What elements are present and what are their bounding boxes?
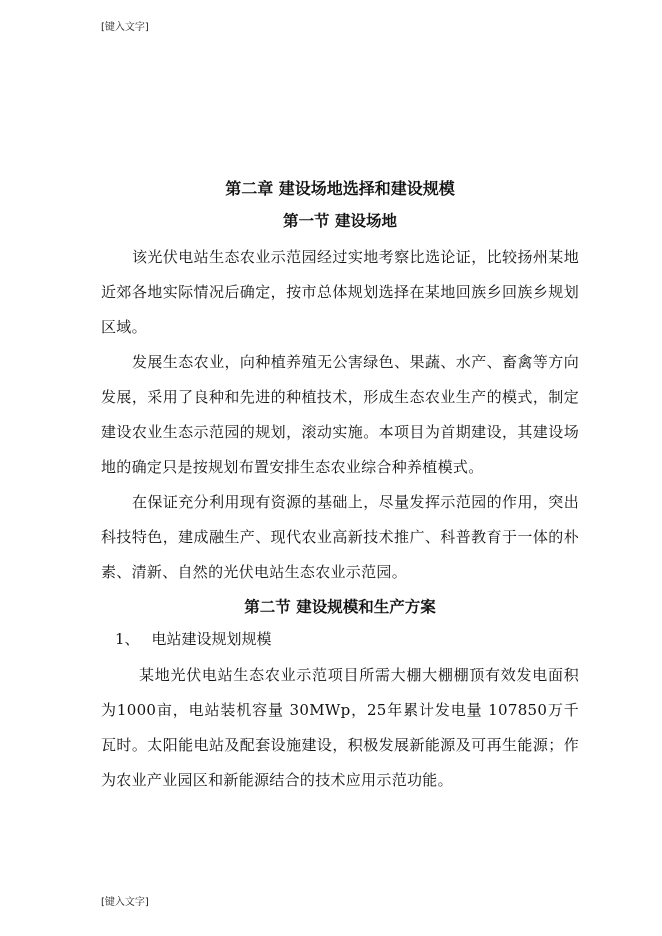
paragraph-site-selection: 该光伏电站生态农业示范园经过实地考察比选论证，比较扬州某地近郊各地实际情况后确定，按市总体规划选择在某地回族乡回族乡规划区域。 [101,248,579,336]
section-title-scale-plan: 第二节 建设规模和生产方案 [244,597,436,616]
page-header-label: [键入文字] [101,22,149,33]
list-item-number: 1、 [115,630,140,648]
paragraph-resource-use: 在保证充分利用现有资源的基础上，尽量发挥示范园的作用，突出科技特色，建成融生产、现代农业高新技术推广、科普教育于一体的朴素、清新、自然的光伏电站生态农业示范园。 [101,493,579,581]
paragraph-station-capacity: 某地光伏电站生态农业示范项目所需大棚大棚棚顶有效发电面积为1000亩，电站装机容量 30MWp，25年累计发电量 107850万千瓦时。太阳能电站及配套设施建设，积极发展新能源及可再生能源；作为农业产业园区和新能源结合的技术应用示范功能。 [101,666,579,789]
chapter-title: 第二章 建设场地选择和建设规模 [225,179,455,198]
paragraph-eco-agriculture: 发展生态农业，向种植养殖无公害绿色、果蔬、水产、畜禽等方向发展，采用了良种和先进的种植技术，形成生态农业生产的模式，制定建设农业生态示范园的规划，滚动实施。本项目为首期建设，其建设场地的确定只是按规划布置安排生态农业综合种养植模式。 [101,353,579,476]
list-item-label: 电站建设规划规模 [151,630,272,648]
page-footer-label: [键入文字] [101,897,149,908]
list-item-station-scale [101,624,579,654]
section-title-construction-site: 第一节 建设场地 [283,211,397,230]
document-body [101,178,579,798]
